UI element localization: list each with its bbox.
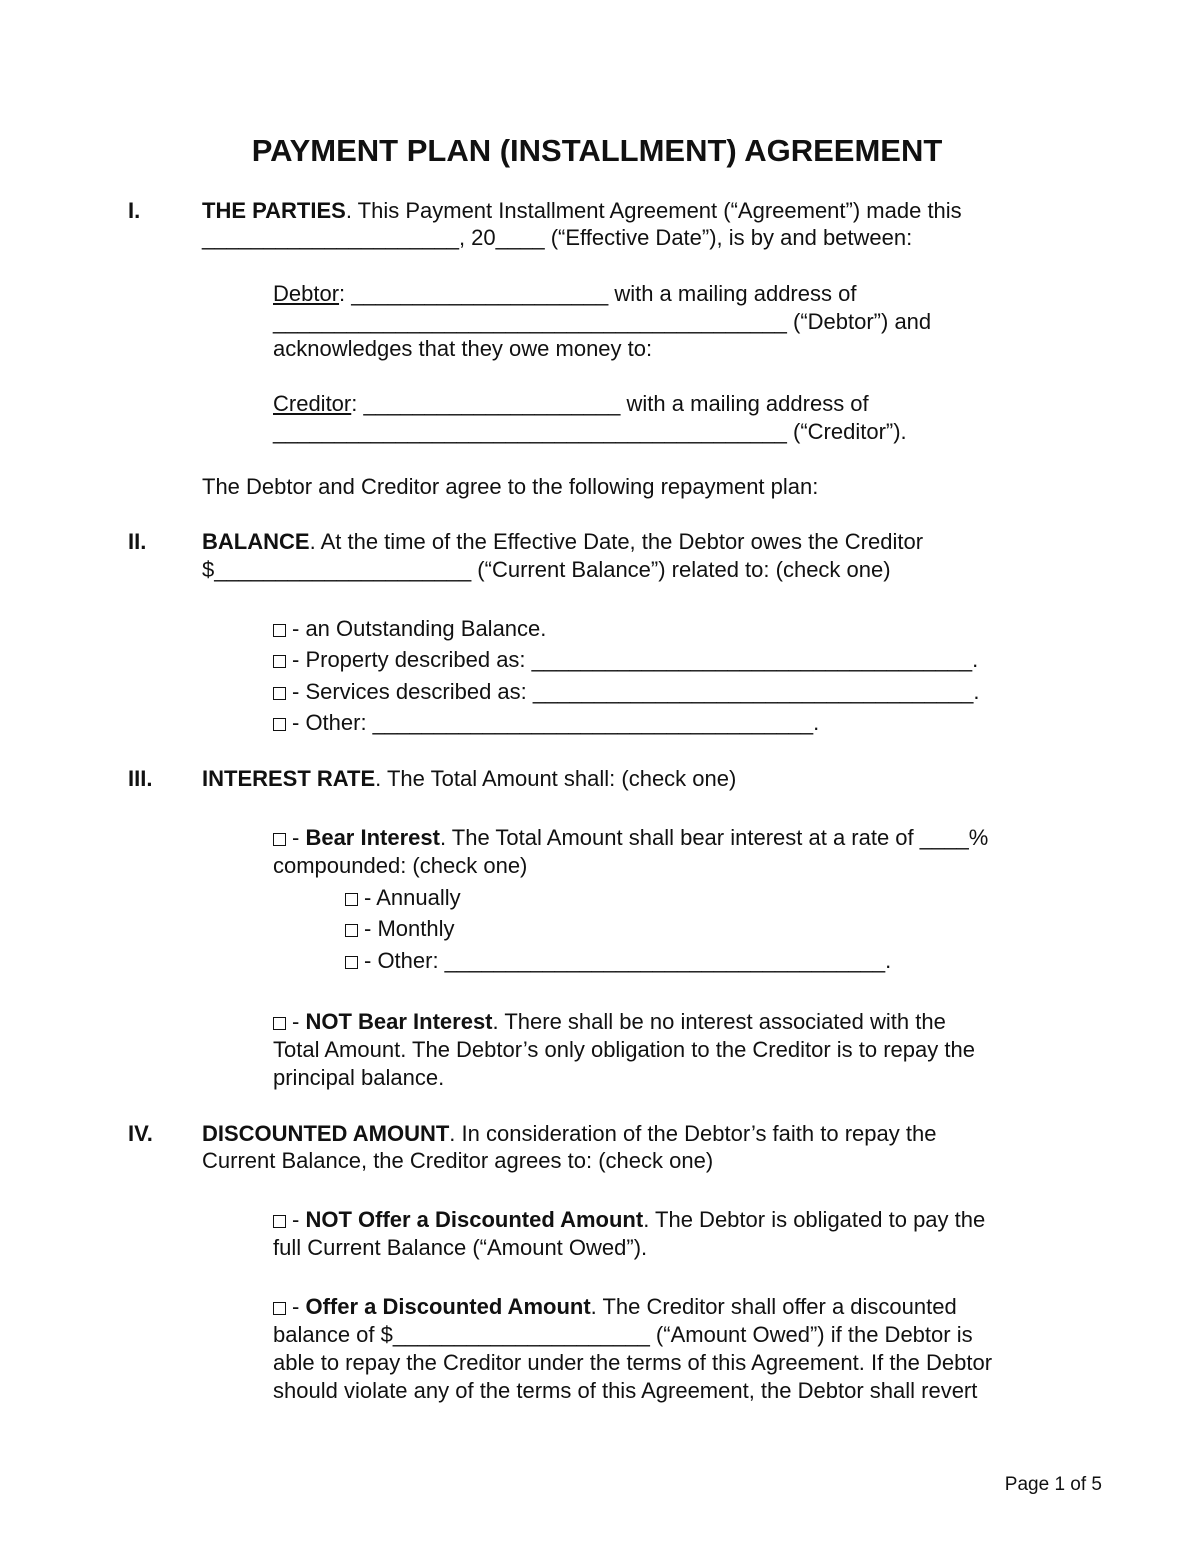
debtor-label: Debtor: [273, 281, 340, 306]
option-label: - Monthly: [364, 916, 455, 941]
debtor-line-1: [273, 280, 856, 308]
section-2-number: II.: [128, 529, 147, 554]
option-label: - an Outstanding Balance.: [292, 616, 547, 641]
section-2-text: . At the time of the Effective Date, the Debtor owes the Creditor: [309, 529, 924, 554]
checkbox[interactable]: [273, 1017, 286, 1030]
section-3-text: . The Total Amount shall: (check one): [375, 766, 737, 791]
compound-option-other[interactable]: [345, 947, 891, 975]
option-text: . The Debtor is obligated to pay the: [643, 1207, 986, 1232]
checkbox[interactable]: [345, 956, 358, 969]
balance-option-other[interactable]: [273, 709, 819, 737]
balance-option-property[interactable]: [273, 646, 978, 674]
checkbox[interactable]: [273, 687, 286, 700]
option-label: - Property described as: ____________________________________.: [292, 647, 979, 672]
discount-yes-line-2: balance of $_____________________ (“Amount Owed”) if the Debtor is: [273, 1322, 973, 1347]
checkbox[interactable]: [273, 655, 286, 668]
interest-not-bear-line-3: principal balance.: [273, 1065, 445, 1090]
option-label: - Annually: [364, 885, 461, 910]
interest-option-bear[interactable]: [273, 824, 988, 852]
discount-no-line-2: full Current Balance (“Amount Owed”).: [273, 1235, 648, 1260]
section-2-line-2: $_____________________ (“Current Balance”) related to: (check one): [202, 557, 891, 582]
option-label: - Other: ____________________________________.: [364, 948, 892, 973]
document-title: PAYMENT PLAN (INSTALLMENT) AGREEMENT: [251, 133, 943, 168]
section-2-line-1: [202, 528, 923, 556]
option-text: . The Creditor shall offer a discounted: [590, 1294, 957, 1319]
option-label: NOT Offer a Discounted Amount: [305, 1207, 644, 1232]
section-3-line-1: [202, 765, 736, 793]
section-1-text: . This Payment Installment Agreement (“Agreement”) made this: [345, 198, 962, 223]
checkbox[interactable]: [345, 924, 358, 937]
option-dash: -: [292, 825, 306, 850]
discount-yes-line-3: able to repay the Creditor under the terms of this Agreement. If the Debtor: [273, 1350, 993, 1375]
checkbox[interactable]: [273, 718, 286, 731]
section-4-number: IV.: [128, 1121, 153, 1146]
option-label: - Other: ____________________________________.: [292, 710, 820, 735]
checkbox[interactable]: [273, 1302, 286, 1315]
checkbox[interactable]: [273, 1215, 286, 1228]
balance-option-outstanding[interactable]: [273, 615, 546, 643]
option-label: NOT Bear Interest: [305, 1009, 493, 1034]
section-2-heading: BALANCE: [202, 529, 310, 554]
debtor-line-3: acknowledges that they owe money to:: [273, 336, 653, 361]
compound-option-monthly[interactable]: [345, 915, 454, 943]
option-label: Offer a Discounted Amount: [305, 1294, 591, 1319]
option-label: - Services described as: ____________________________________.: [292, 679, 980, 704]
option-label: Bear Interest: [305, 825, 440, 850]
checkbox[interactable]: [273, 624, 286, 637]
debtor-text: : _____________________ with a mailing address of: [339, 281, 857, 306]
discount-yes-line-4: should violate any of the terms of this Agreement, the Debtor shall revert: [273, 1378, 978, 1403]
section-4-text: . In consideration of the Debtor’s faith to repay the: [449, 1121, 937, 1146]
section-1-number: I.: [128, 198, 141, 223]
creditor-line-2: __________________________________________ (“Creditor”).: [273, 419, 907, 444]
checkbox[interactable]: [345, 893, 358, 906]
interest-not-bear-line-2: Total Amount. The Debtor’s only obligation to the Creditor is to repay the: [273, 1037, 975, 1062]
checkbox[interactable]: [273, 833, 286, 846]
page-number: Page 1 of 5: [1004, 1474, 1102, 1495]
section-3-heading: INTEREST RATE: [202, 766, 376, 791]
option-dash: -: [292, 1009, 306, 1034]
section-1-line-1: [202, 197, 962, 225]
discount-option-no[interactable]: [273, 1206, 985, 1234]
compound-option-annually[interactable]: [345, 884, 461, 912]
option-text: . There shall be no interest associated with the: [492, 1009, 946, 1034]
section-4-heading: DISCOUNTED AMOUNT: [202, 1121, 450, 1146]
repayment-intro: The Debtor and Creditor agree to the following repayment plan:: [202, 474, 819, 499]
interest-option-not-bear[interactable]: [273, 1008, 946, 1036]
discount-option-yes[interactable]: [273, 1293, 957, 1321]
interest-bear-line-2: compounded: (check one): [273, 853, 528, 878]
option-text: . The Total Amount shall bear interest at a rate of ____%: [439, 825, 989, 850]
option-dash: -: [292, 1294, 306, 1319]
section-4-line-2: Current Balance, the Creditor agrees to: (check one): [202, 1148, 714, 1173]
debtor-line-2: __________________________________________ (“Debtor”) and: [273, 309, 932, 334]
section-1-heading: THE PARTIES: [202, 198, 346, 223]
section-1-line-2: _____________________, 20____ (“Effective Date”), is by and between:: [202, 225, 913, 250]
creditor-line-1: [273, 390, 869, 418]
section-4-line-1: [202, 1120, 936, 1148]
creditor-text: : _____________________ with a mailing address of: [351, 391, 869, 416]
balance-option-services[interactable]: [273, 678, 979, 706]
creditor-label: Creditor: [273, 391, 352, 416]
option-dash: -: [292, 1207, 306, 1232]
section-3-number: III.: [128, 766, 153, 791]
